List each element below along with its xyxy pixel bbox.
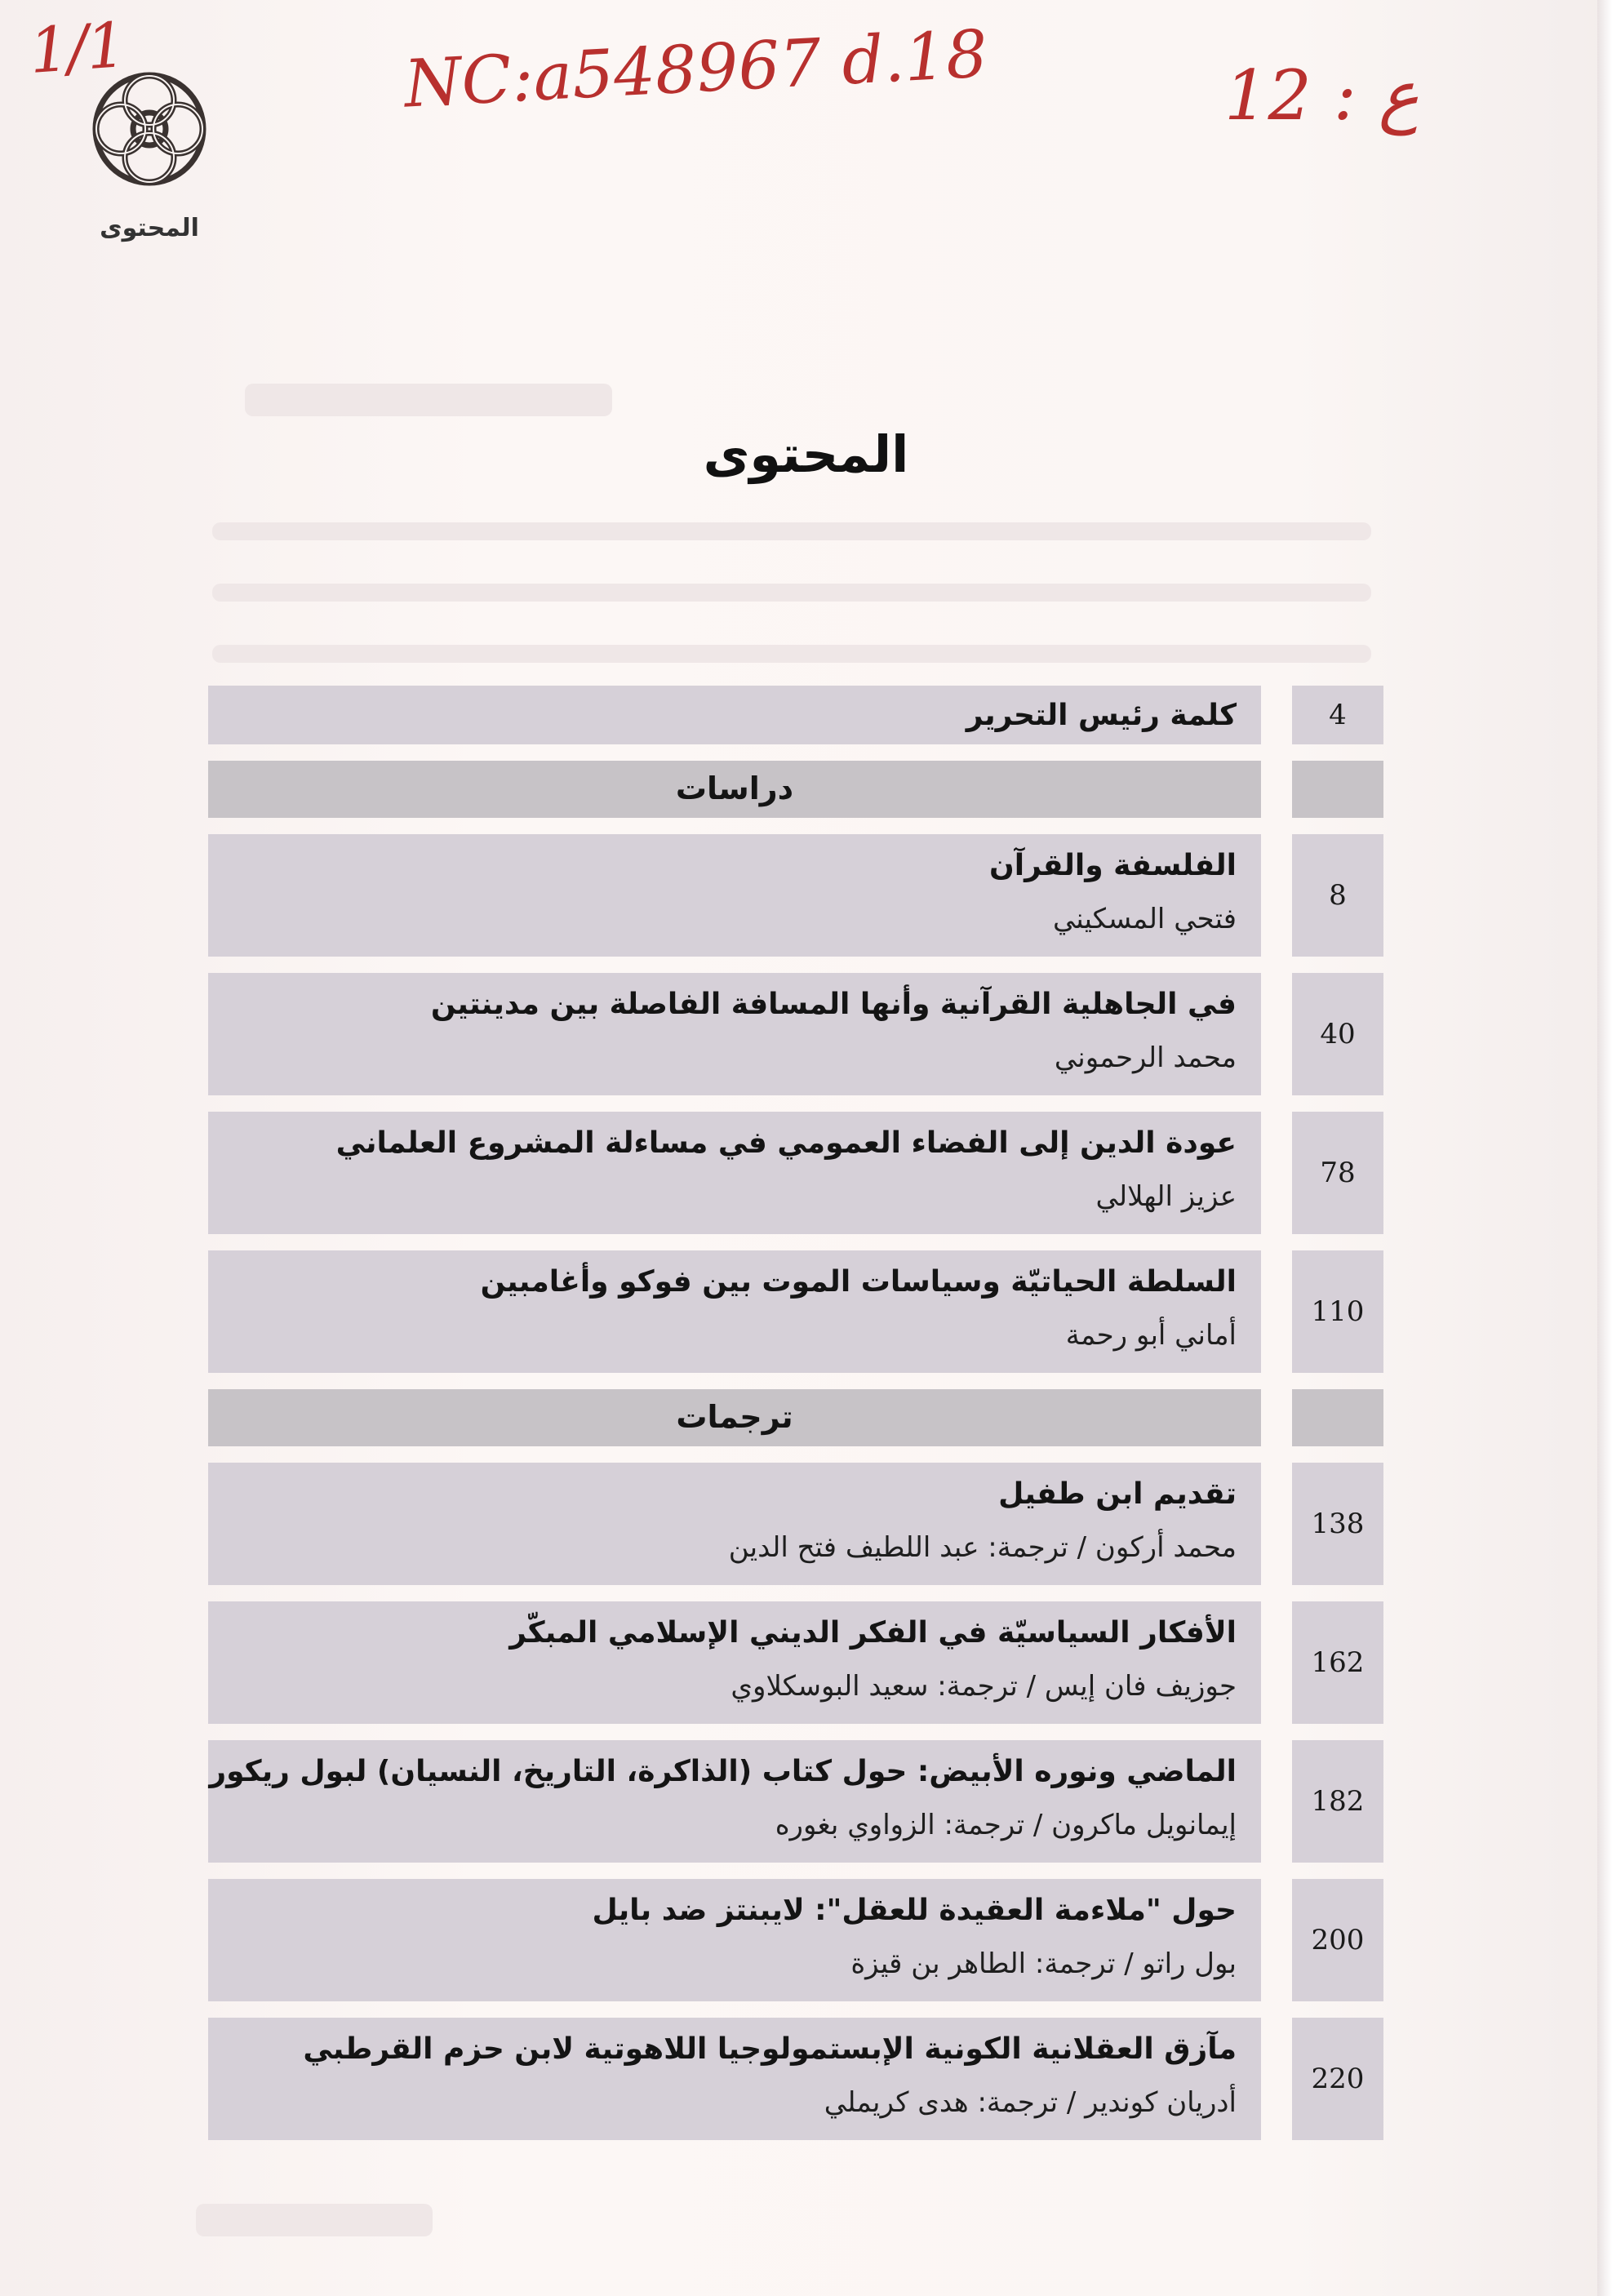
page-number: 8: [1292, 834, 1383, 957]
handwritten-ref: 1/1: [27, 8, 127, 87]
page-number: 182: [1292, 1740, 1383, 1863]
toc-entry: [208, 1879, 1383, 2001]
toc-title-cell: [208, 761, 1261, 818]
toc-title-cell: [208, 1601, 1261, 1724]
entry-title: مآزق العقلانية الكونية الإبستمولوجيا اللاهوتية لابن حزم القرطبي: [303, 2032, 1237, 2066]
toc-title-cell: [208, 1879, 1261, 2001]
table-of-contents: [208, 686, 1383, 2156]
toc-entry: [208, 1250, 1383, 1373]
toc-entry: [208, 973, 1383, 1095]
handwritten-call-number: NC:a548967 d.18: [402, 16, 990, 122]
entry-title: كلمة رئيس التحرير: [966, 699, 1237, 732]
bleed-through: [245, 384, 612, 416]
entry-author: أماني أبو رحمة: [1065, 1319, 1237, 1352]
entry-author: فتحي المسكيني: [1052, 903, 1237, 935]
section-title: ترجمات: [676, 1399, 793, 1435]
page-edge: [1597, 0, 1612, 2296]
entry-title: الماضي ونوره الأبيض: حول كتاب (الذاكرة، التاريخ، النسيان) لبول ريكور: [209, 1755, 1237, 1788]
entry-title: الفلسفة والقرآن: [989, 849, 1237, 882]
entry-author: محمد أركون / ترجمة: عبد اللطيف فتح الدين: [728, 1531, 1237, 1564]
toc-entry: [208, 1601, 1383, 1724]
entry-author: أدريان كوندير / ترجمة: هدى كريملي: [824, 2086, 1237, 2119]
page-number: 138: [1292, 1463, 1383, 1585]
toc-entry: [208, 1463, 1383, 1585]
section-title: دراسات: [675, 771, 794, 806]
page-number: 220: [1292, 2018, 1383, 2140]
logo-caption: المحتوى: [100, 214, 199, 242]
toc-entry: [208, 834, 1383, 957]
entry-title: السلطة الحياتيّة وسياسات الموت بين فوكو وأغامبين: [480, 1265, 1237, 1299]
entry-title: عودة الدين إلى الفضاء العمومي في مساءلة المشروع العلماني: [335, 1126, 1237, 1160]
handwritten-volume: ع : 12: [1224, 56, 1419, 135]
toc-title-cell: [208, 834, 1261, 957]
page-number: 110: [1292, 1250, 1383, 1373]
entry-author: جوزيف فان إيس / ترجمة: سعيد البوسكلاوي: [731, 1670, 1237, 1703]
bleed-through: [196, 2204, 433, 2236]
toc-title-cell: [208, 1389, 1261, 1446]
toc-title-cell: [208, 1112, 1261, 1234]
toc-title-cell: [208, 686, 1261, 744]
toc-title-cell: [208, 973, 1261, 1095]
entry-title: في الجاهلية القرآنية وأنها المسافة الفاصلة بين مدينتين: [430, 988, 1237, 1021]
entry-title: الأفكار السياسيّة في الفكر الديني الإسلامي المبكّر: [509, 1616, 1237, 1650]
interlaced-knot-ornament-icon: [84, 64, 215, 194]
page-number: 4: [1292, 686, 1383, 744]
entry-author: محمد الرحموني: [1054, 1041, 1237, 1074]
toc-title-cell: [208, 2018, 1261, 2140]
bleed-through: [212, 584, 1371, 602]
toc-title-cell: [208, 1740, 1261, 1863]
page-number: 78: [1292, 1112, 1383, 1234]
page-title: المحتوى: [703, 424, 909, 484]
entry-author: إيمانويل ماكرون / ترجمة: الزواوي بغوره: [775, 1809, 1237, 1841]
toc-section-header: [208, 1389, 1383, 1446]
bleed-through: [212, 522, 1371, 540]
entry-author: بول راتو / ترجمة: الطاهر بن قيزة: [850, 1947, 1237, 1980]
page-number: 40: [1292, 973, 1383, 1095]
entry-title: تقديم ابن طفيل: [998, 1477, 1237, 1511]
toc-section-header: [208, 761, 1383, 818]
toc-entry: [208, 686, 1383, 744]
toc-entry: [208, 2018, 1383, 2140]
toc-entry: [208, 1112, 1383, 1234]
entry-title: حول "ملاءمة العقيدة للعقل": لايبنتز ضد بايل: [592, 1894, 1237, 1927]
toc-title-cell: [208, 1250, 1261, 1373]
page-number: [1292, 1389, 1383, 1446]
toc-entry: [208, 1740, 1383, 1863]
page-number: 162: [1292, 1601, 1383, 1724]
page-number: 200: [1292, 1879, 1383, 2001]
bleed-through: [212, 645, 1371, 663]
entry-author: عزيز الهلالي: [1095, 1180, 1237, 1213]
page-number: [1292, 761, 1383, 818]
toc-title-cell: [208, 1463, 1261, 1585]
